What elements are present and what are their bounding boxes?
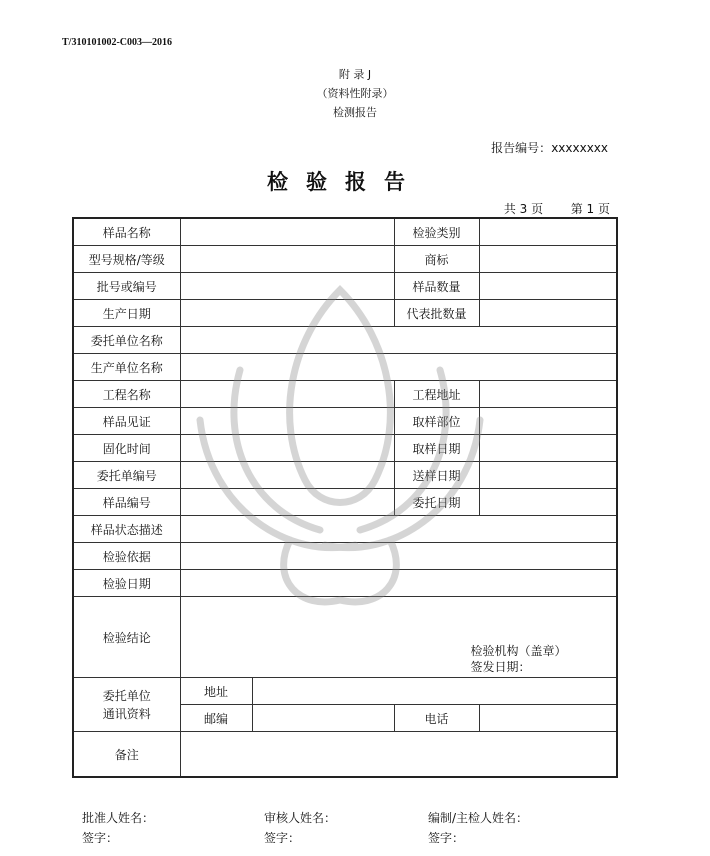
label-curing-time: 固化时间 [73,435,180,462]
standard-number: T/310101002-C003—2016 [62,37,172,48]
lotus-watermark-icon [180,280,500,620]
label-client-unit: 委托单位名称 [73,327,180,354]
label-sampling-part: 取样部位 [394,408,479,435]
client-contact-line1: 委托单位 [102,688,151,703]
label-sample-qty: 样品数量 [394,273,479,300]
label-model-grade: 型号规格/等级 [73,246,180,273]
client-contact-line2: 通讯资料 [102,706,151,721]
pagination [504,200,610,217]
label-rep-batch-qty: 代表批数量 [394,300,479,327]
report-title: 检验报告 [267,170,423,194]
label-commission-date: 委托日期 [394,489,479,516]
field-remarks[interactable] [180,732,617,778]
label-sampling-date: 取样日期 [394,435,479,462]
label-delivery-date: 送样日期 [394,462,479,489]
label-project-name: 工程名称 [73,381,180,408]
stamp-block [471,643,567,675]
report-number-label: 报告编号： [491,141,552,155]
issue-date-label: 签发日期： [470,660,531,674]
label-inspect-type: 检验类别 [394,218,479,246]
label-remarks: 备注 [73,732,180,778]
label-sample-no: 样品编号 [73,489,180,516]
label-order-no: 委托单编号 [73,462,180,489]
approver-block [82,808,154,848]
label-inspect-date: 检验日期 [73,570,180,597]
label-sample-state: 样品状态描述 [73,516,180,543]
label-phone: 电话 [394,705,479,732]
appendix-title: 检测报告 [333,106,377,119]
reviewer-sign: 签字： [264,831,301,845]
reviewer-block [264,808,336,848]
field-address[interactable] [252,678,617,705]
page-total: 共 3 页 [503,202,544,216]
label-conclusion: 检验结论 [73,597,180,678]
compiler-block [428,808,528,848]
compiler-label: 编制/主检人姓名： [428,811,529,825]
report-number-value: xxxxxxxx [551,141,608,155]
label-postcode: 邮编 [180,705,252,732]
label-basis: 检验依据 [73,543,180,570]
field-trademark[interactable] [479,246,617,273]
compiler-sign: 签字： [428,831,465,845]
label-prod-date: 生产日期 [73,300,180,327]
approver-sign: 签字： [82,831,119,845]
field-sample-name[interactable] [180,218,394,246]
label-sample-name: 样品名称 [73,218,180,246]
label-trademark: 商标 [394,246,479,273]
field-model-grade[interactable] [180,246,394,273]
agency-stamp-label: 检验机构（盖章） [470,644,567,658]
label-client-contact [73,678,180,732]
reviewer-label: 审核人姓名： [264,811,337,825]
approver-label: 批准人姓名： [82,811,155,825]
field-phone[interactable] [479,705,617,732]
appendix-type: （资料性附录） [316,87,394,100]
label-address: 地址 [180,678,252,705]
label-batch-no: 批号或编号 [73,273,180,300]
report-number [491,139,608,156]
field-postcode[interactable] [252,705,394,732]
label-producer-unit: 生产单位名称 [73,354,180,381]
label-project-addr: 工程地址 [394,381,479,408]
page-current: 第 1 页 [570,202,610,216]
appendix-label: 附 录 J [338,68,372,81]
label-witness: 样品见证 [73,408,180,435]
field-inspect-type[interactable] [479,218,617,246]
